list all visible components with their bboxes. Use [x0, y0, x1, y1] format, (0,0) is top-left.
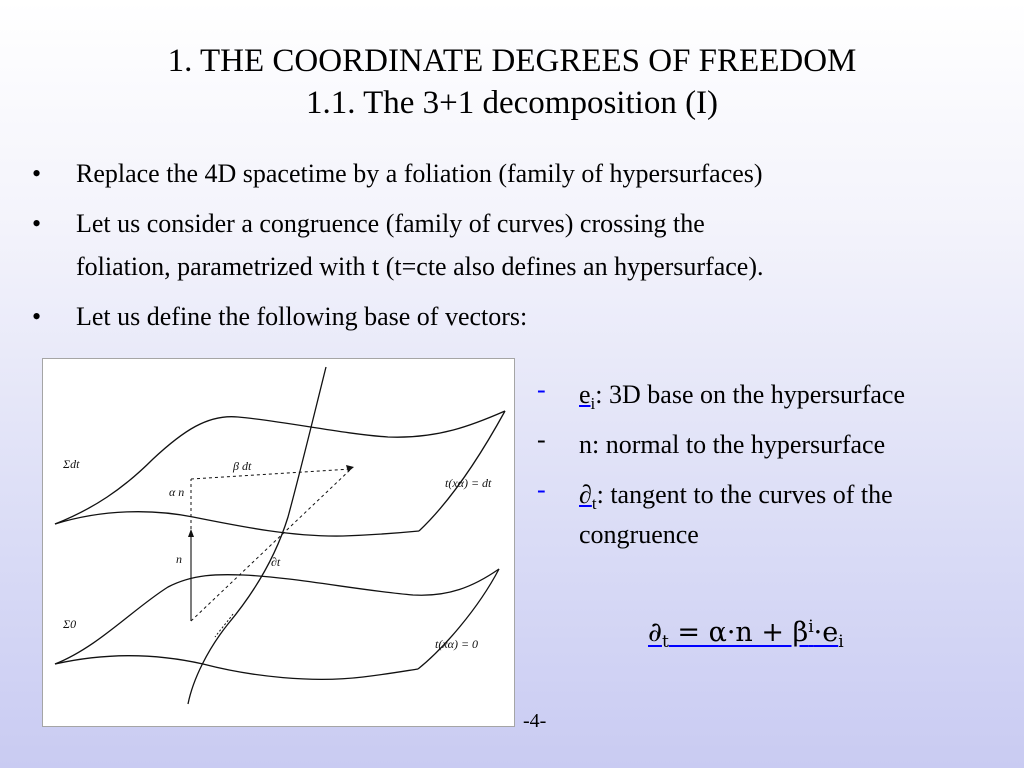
beta-arrow-head: [346, 465, 354, 472]
title-line-1: 1. THE COORDINATE DEGREES OF FREEDOM: [167, 43, 857, 79]
label-t-equals-0: t(xα) = 0: [435, 637, 479, 651]
eq-lhs-sub: t: [661, 632, 669, 652]
bullet-text: foliation, parametrized with t (t=cte also defines an hypersurface).: [76, 252, 764, 281]
definition-description: : 3D base on the hypersurface: [595, 380, 905, 409]
definition-text-continued: congruence: [579, 520, 699, 549]
definition-description: : tangent to the curves of the: [596, 480, 893, 509]
hypersurface-sigma-dt: [55, 411, 505, 524]
symbol-subscript: i: [590, 394, 596, 413]
eq-dot: ·e: [813, 617, 839, 648]
eq-end-sub: i: [838, 632, 844, 652]
bullet-text: Replace the 4D spacetime by a foliation (family of hypersurfaces): [76, 159, 763, 188]
bullet-list: [32, 152, 1002, 345]
bullet-marker: •: [32, 302, 42, 331]
congruence-hidden-segment: [215, 614, 233, 637]
symbol-subscript: t: [591, 494, 597, 513]
partial-t-dashed: [191, 469, 351, 621]
bullet-item: [32, 295, 1002, 338]
bullet-text: Let us define the following base of vectors:: [76, 302, 528, 331]
definition-text: [579, 375, 1017, 415]
title-line-2: 1.1. The 3+1 decomposition (I): [305, 85, 719, 121]
bullet-text: Let us consider a congruence (family of curves) crossing the: [76, 209, 705, 238]
definition-text: [579, 475, 1017, 515]
hypersurface-sigma-0-bottom-edge: [55, 656, 418, 680]
symbol-partial-t: [579, 480, 597, 513]
definition-text: n: normal to the hypersurface: [579, 430, 886, 459]
bullet-marker: •: [32, 159, 42, 188]
label-partial-t: ∂t: [271, 555, 281, 569]
definition-item: [537, 475, 1017, 555]
hypersurface-sigma-0-right-edge: [418, 569, 499, 669]
eq-lhs: ∂: [648, 617, 662, 648]
label-alpha-n: α n: [169, 485, 185, 499]
definition-item: [537, 375, 1017, 415]
label-n: n: [176, 552, 182, 566]
label-sigma-dt: Σdt: [63, 457, 80, 471]
beta-dt-dashed: [191, 469, 351, 479]
bullet-item: [32, 152, 1002, 195]
normal-arrow-head: [188, 529, 194, 537]
label-beta-dt: β dt: [233, 459, 252, 473]
definition-item: [537, 425, 1017, 465]
decomposition-equation: [648, 617, 844, 652]
congruence-curve: [188, 367, 326, 704]
hypersurface-sigma-0: [55, 569, 499, 664]
label-t-equals-dt: t(xα) = dt: [445, 476, 492, 490]
symbol-base: ∂: [579, 480, 592, 509]
label-sigma-0: Σ0: [63, 617, 77, 631]
foliation-drawing: [43, 359, 514, 726]
hypersurface-sigma-dt-right-edge: [419, 411, 505, 531]
definition-dash: -: [537, 375, 546, 404]
foliation-diagram: [42, 358, 515, 727]
bullet-marker: •: [32, 209, 42, 238]
eq-mid: = α·n + β: [668, 617, 809, 648]
eq-sup: i: [808, 617, 814, 637]
definition-dash: -: [537, 425, 546, 454]
hypersurface-sigma-dt-bottom-edge: [55, 512, 419, 536]
bullet-item: [32, 202, 1002, 288]
symbol-base: e: [579, 380, 591, 409]
symbol-e: [579, 380, 596, 413]
vector-definitions: [537, 375, 1017, 555]
page-number: -4-: [523, 710, 547, 732]
slide-title: [0, 40, 1024, 124]
definition-dash: -: [537, 475, 546, 504]
